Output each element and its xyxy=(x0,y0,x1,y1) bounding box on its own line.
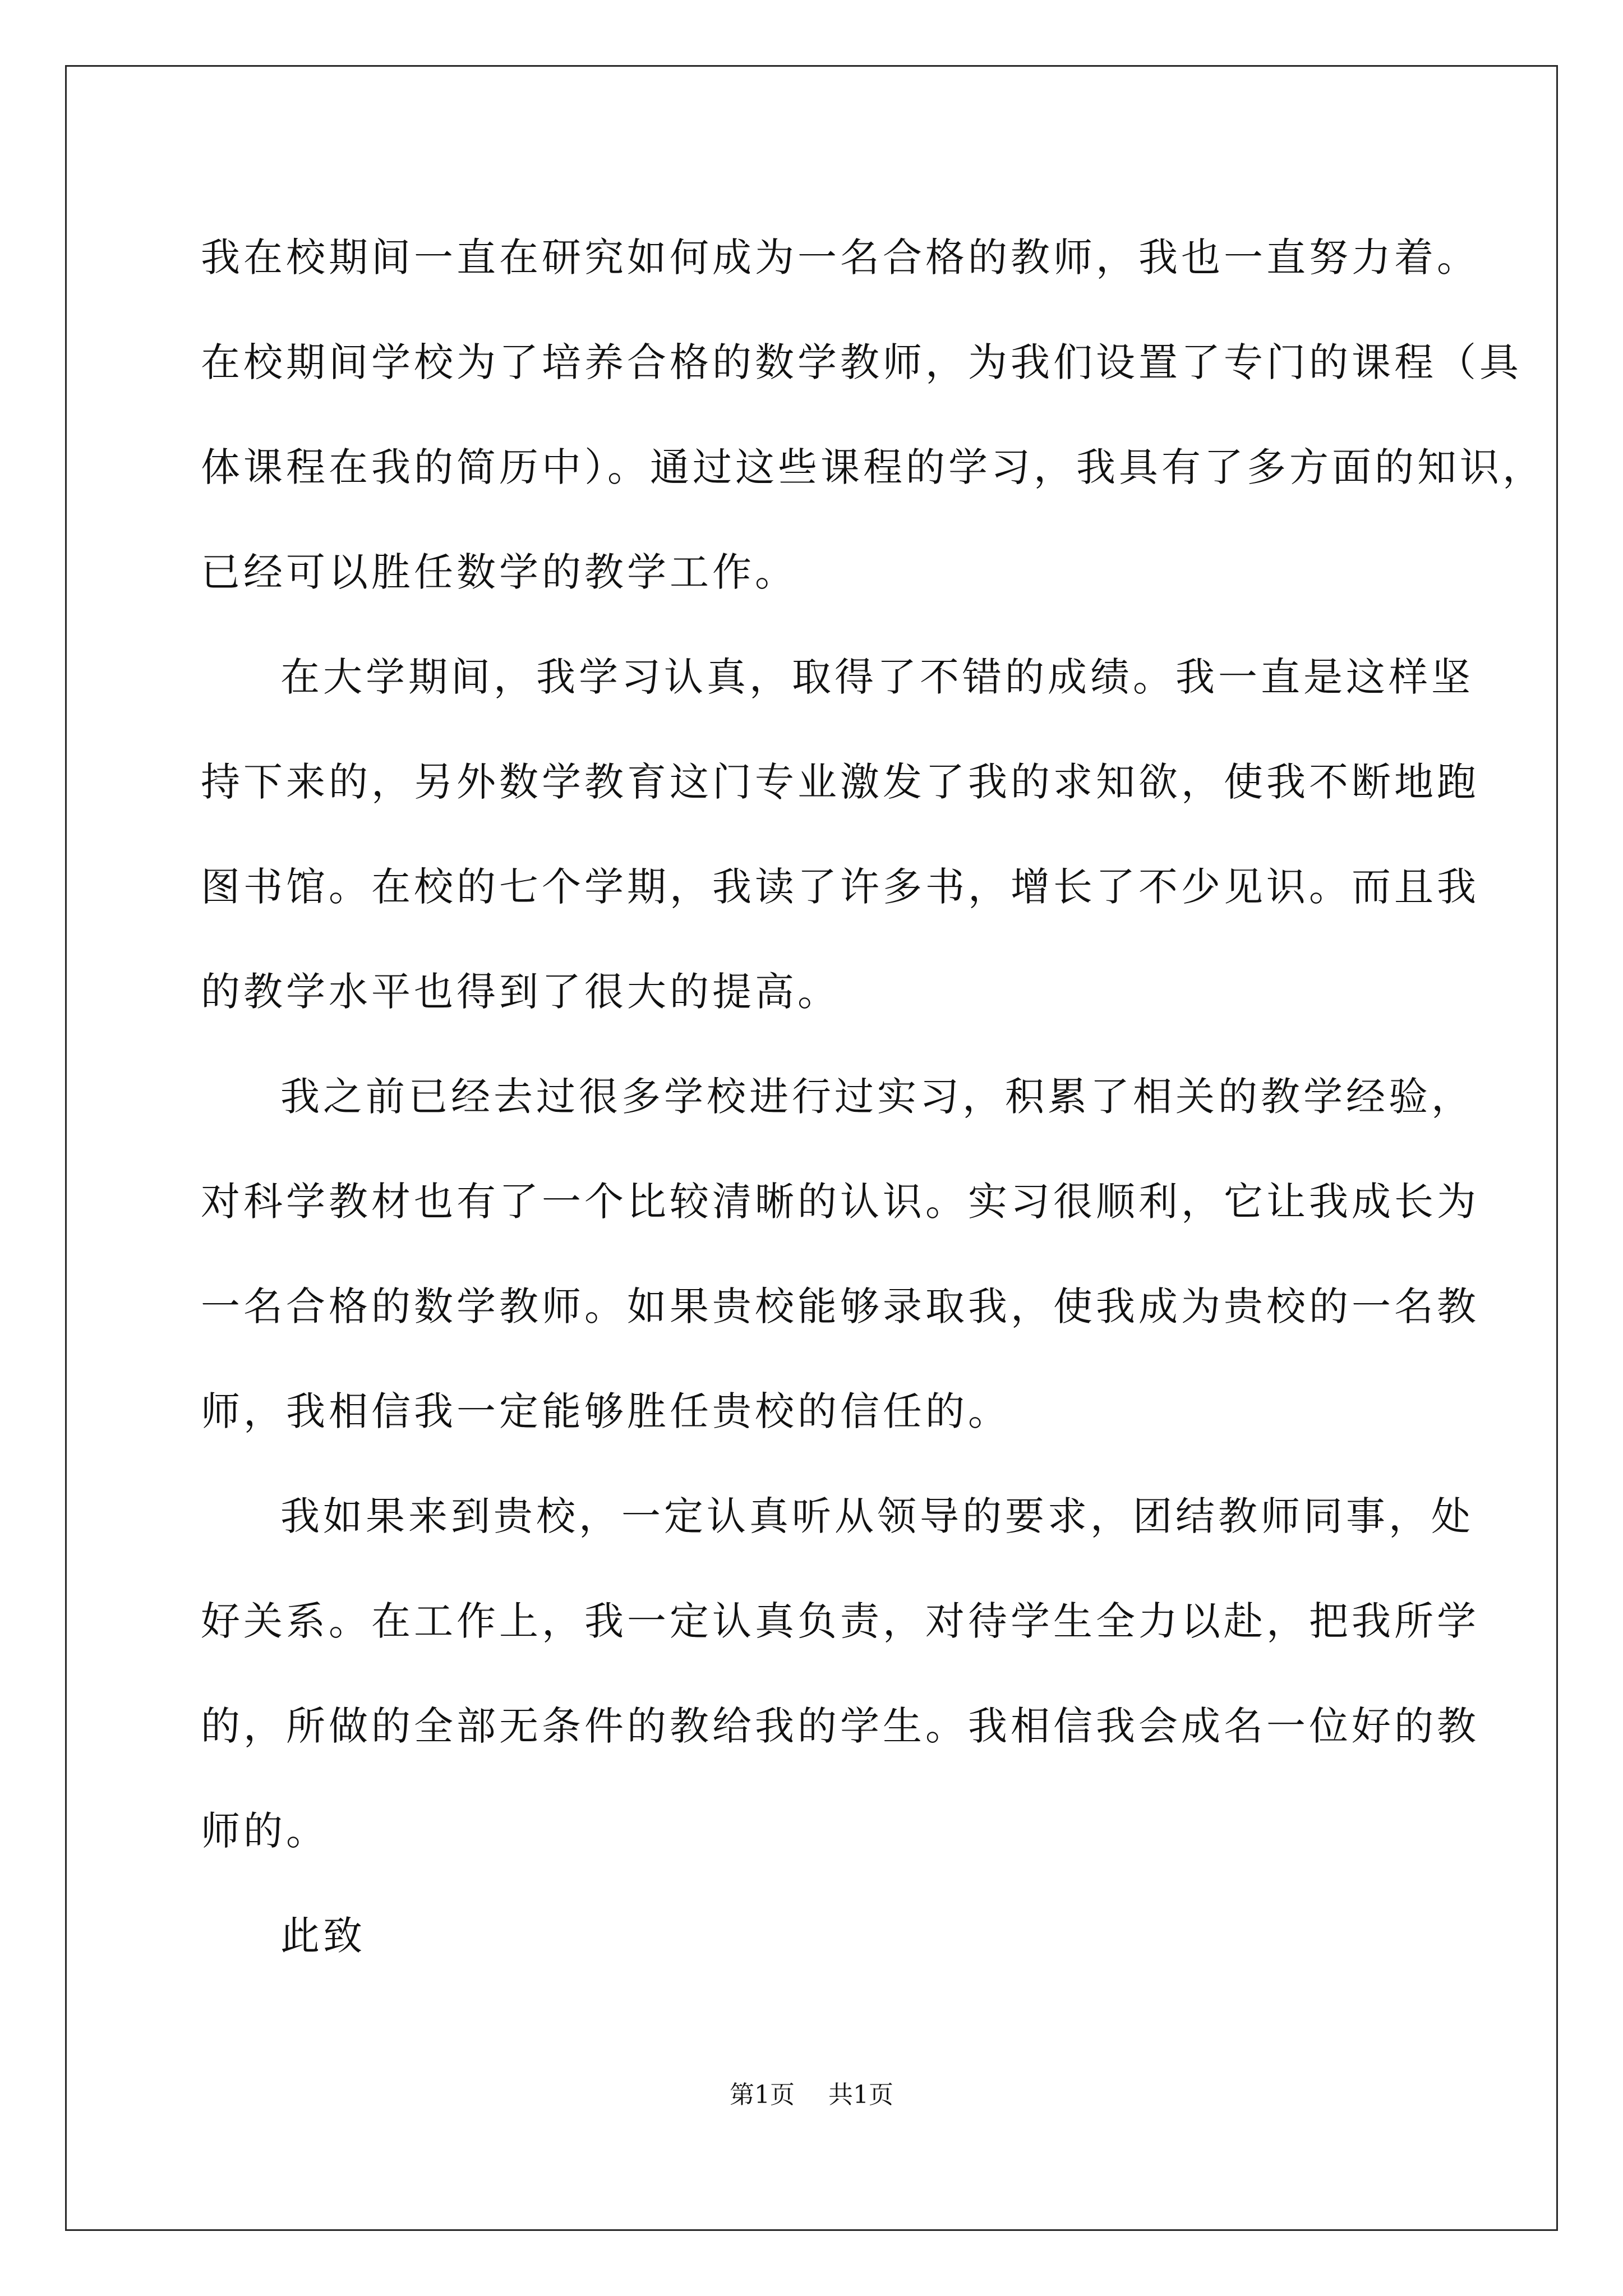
text-line: 在大学期间，我学习认真，取得了不错的成绩。我一直是这样坚 xyxy=(280,654,1474,700)
page-footer xyxy=(0,2074,1623,2110)
text-line: 对科学教材也有了一个比较清晰的认识。实习很顺利，它让我成长为 xyxy=(201,1179,1479,1225)
text-line: 一名合格的数学教师。如果贵校能够录取我，使我成为贵校的一名教 xyxy=(201,1283,1479,1329)
text-line: 师的。 xyxy=(201,1808,329,1854)
text-line: 的，所做的全部无条件的教给我的学生。我相信我会成名一位好的教 xyxy=(201,1703,1479,1749)
text-line: 已经可以胜任数学的教学工作。 xyxy=(201,549,797,595)
text-line: 图书馆。在校的七个学期，我读了许多书，增长了不少见识。而且我 xyxy=(201,864,1479,910)
page-total: 共1页 xyxy=(828,2081,893,2109)
page-number: 第1页 xyxy=(730,2081,795,2109)
text-line: 在校期间学校为了培养合格的数学教师，为我们设置了专门的课程（具 xyxy=(201,339,1522,385)
text-line: 的教学水平也得到了很大的提高。 xyxy=(201,969,840,1015)
closing-salutation: 此致 xyxy=(280,1913,366,1959)
text-line: 我如果来到贵校，一定认真听从领导的要求，团结教师同事，处 xyxy=(280,1493,1474,1539)
text-line: 好关系。在工作上，我一定认真负责，对待学生全力以赴，把我所学 xyxy=(201,1598,1479,1644)
text-line: 体课程在我的简历中）。通过这些课程的学习，我具有了多方面的知识， xyxy=(201,444,1545,490)
text-line: 师，我相信我一定能够胜任贵校的信任的。 xyxy=(201,1388,1011,1434)
text-line: 我在校期间一直在研究如何成为一名合格的教师，我也一直努力着。 xyxy=(201,234,1479,280)
text-line: 持下来的，另外数学教育这门专业激发了我的求知欲，使我不断地跑 xyxy=(201,759,1479,805)
letter-body xyxy=(201,205,1545,1989)
text-line: 我之前已经去过很多学校进行过实习，积累了相关的教学经验， xyxy=(280,1074,1474,1120)
